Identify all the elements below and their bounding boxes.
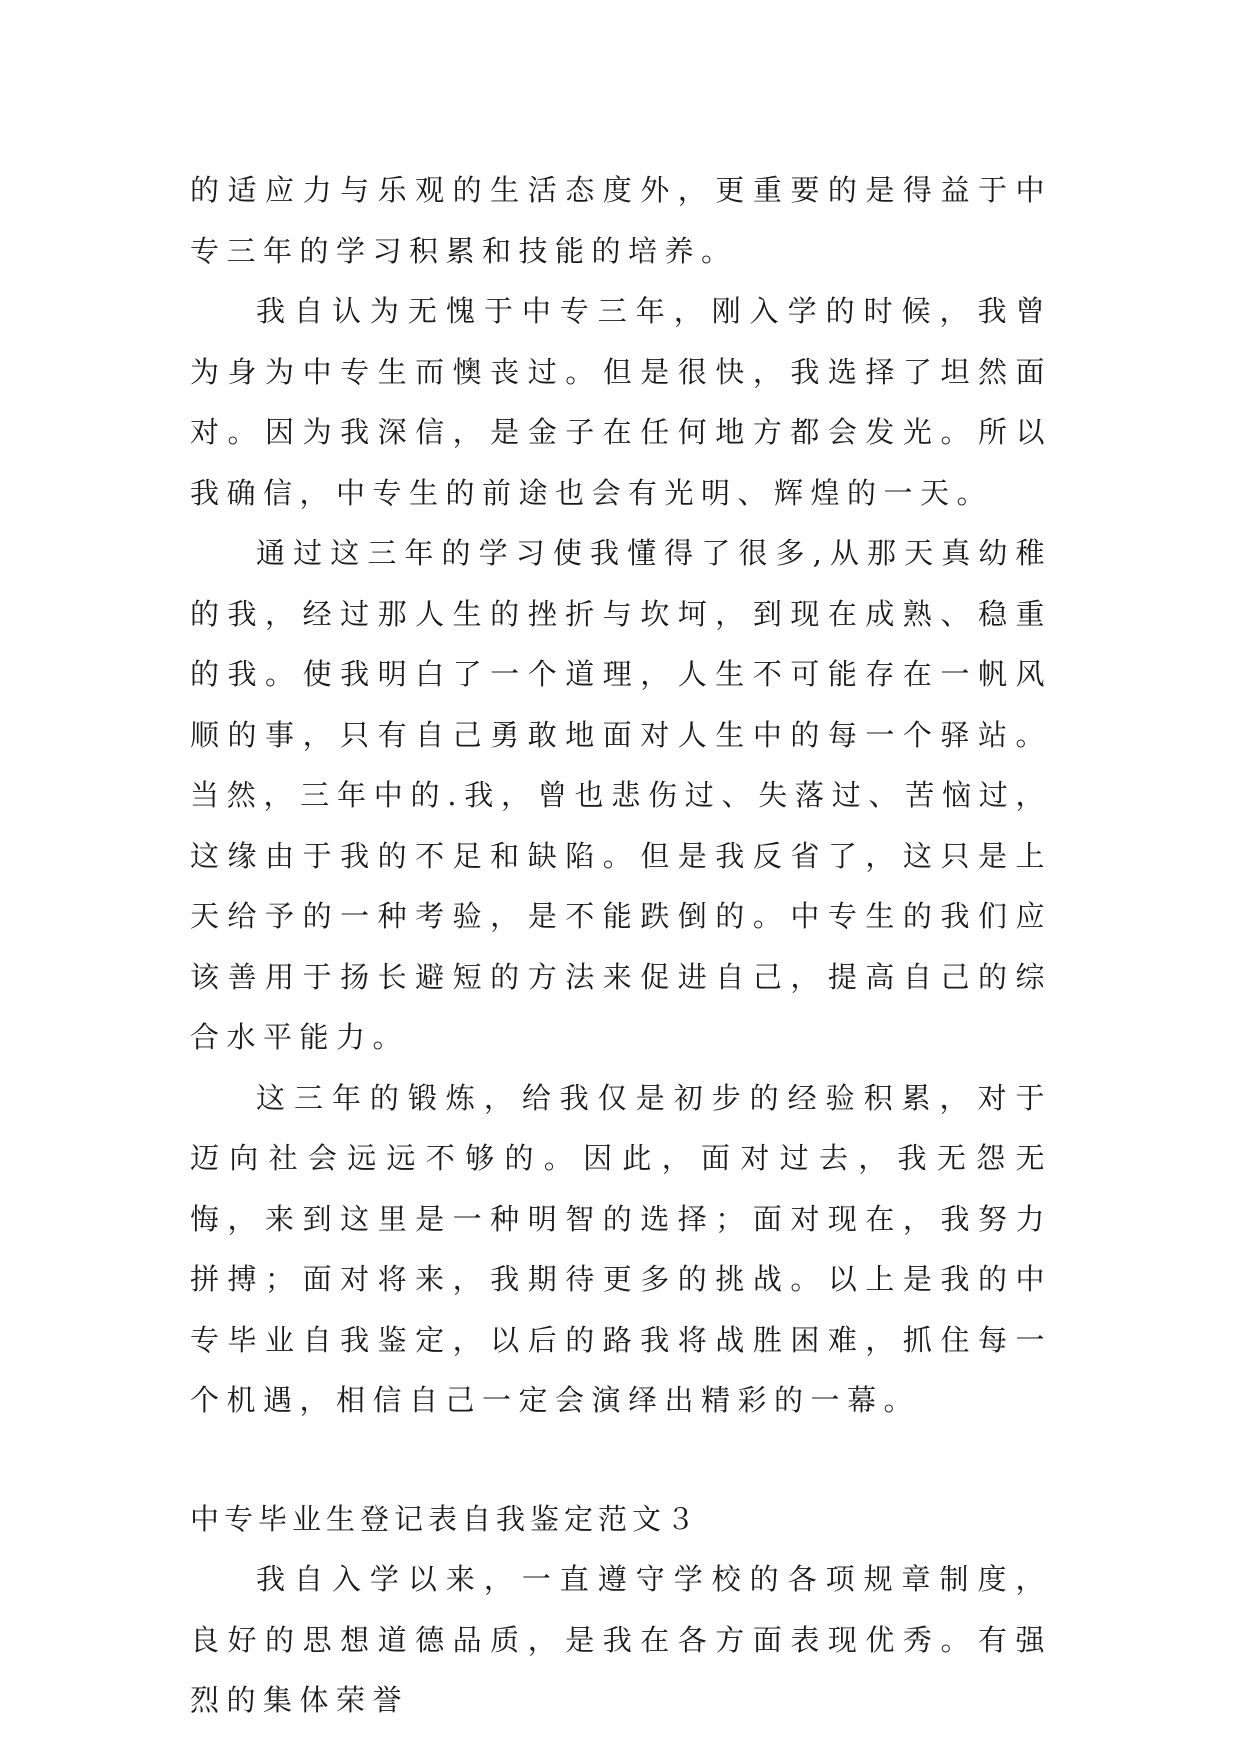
document-body: [190, 160, 1052, 1731]
paragraph-3: 通过这三年的学习使我懂得了很多,从那天真幼稚的我，经过那人生的挫折与坎坷，到现在成熟、稳重的我。使我明白了一个道理，人生不可能存在一帆风顺的事，只有自己勇敢地面对人生中的每一个驿站。当然，三年中的.我，曾也悲伤过、失落过、苦恼过，这缘由于我的不足和缺陷。但是我反省了，这只是上天给予的一种考验，是不能跌倒的。中专生的我们应该善用于扬长避短的方法来促进自己，提高自己的综合水平能力。: [190, 536, 1052, 1054]
paragraph-1: 的适应力与乐观的生活态度外，更重要的是得益于中专三年的学习积累和技能的培养。: [190, 173, 1052, 268]
paragraph-4: 这三年的锻炼，给我仅是初步的经验积累，对于迈向社会远远不够的。因此，面对过去，我无怨无悔，来到这里是一种明智的选择；面对现在，我努力拼搏；面对将来，我期待更多的挑战。以上是我的中专毕业自我鉴定，以后的路我将战胜困难，抓住每一个机遇，相信自己一定会演绎出精彩的一幕。: [190, 1080, 1052, 1417]
paragraph-2: 我自认为无愧于中专三年，刚入学的时候，我曾为身为中专生而懊丧过。但是很快，我选择了坦然面对。因为我深信，是金子在任何地方都会发光。所以我确信，中专生的前途也会有光明、辉煌的一天。: [190, 294, 1052, 510]
section-heading: 中专毕业生登记表自我鉴定范文３: [190, 1501, 701, 1536]
paragraph-5: 我自入学以来，一直遵守学校的各项规章制度，良好的思想道德品质，是我在各方面表现优秀。有强烈的集体荣誉: [190, 1562, 1052, 1717]
